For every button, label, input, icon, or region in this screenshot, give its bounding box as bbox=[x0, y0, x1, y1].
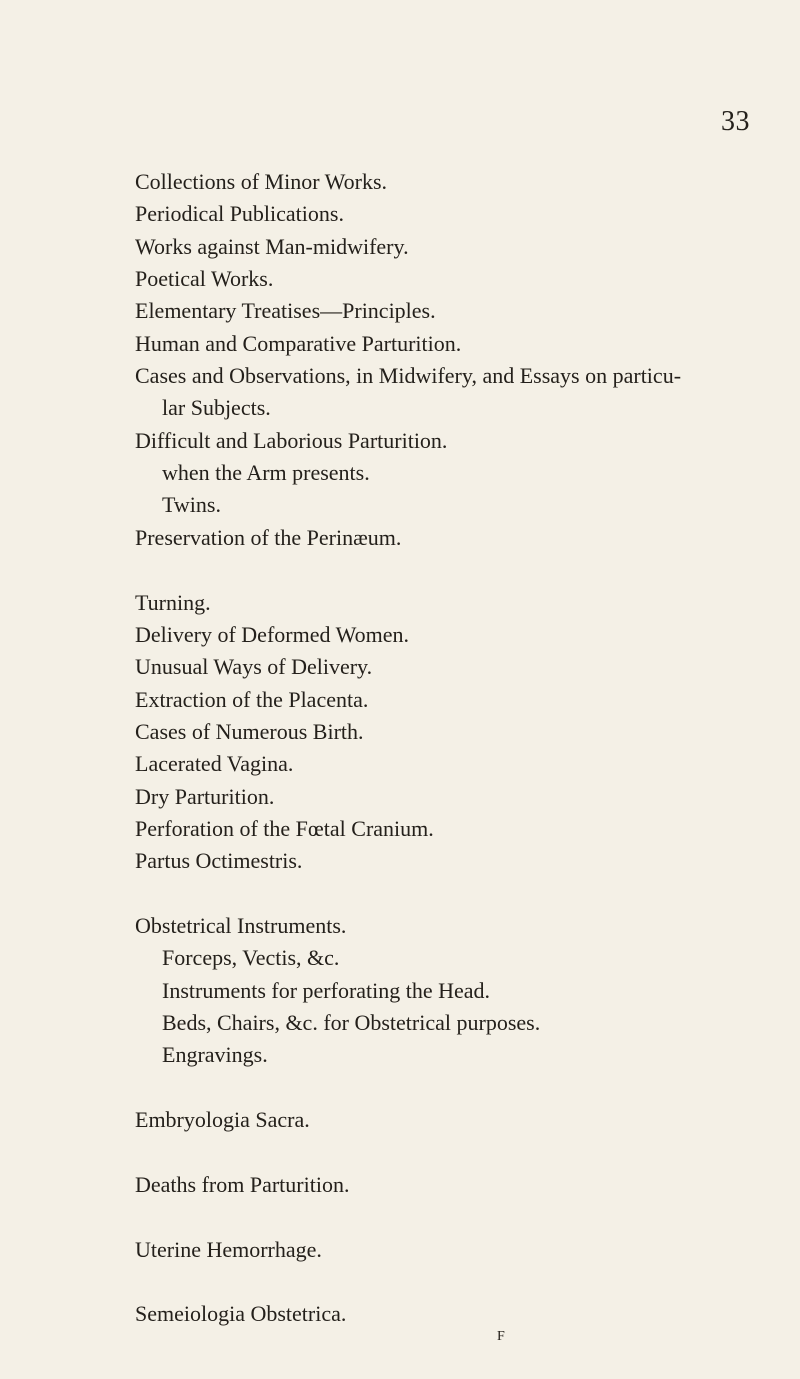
contents-line: Collections of Minor Works. bbox=[135, 169, 388, 194]
contents-line: Extraction of the Placenta. bbox=[135, 687, 369, 712]
contents-line: Deaths from Parturition. bbox=[135, 1172, 350, 1197]
contents-line: Obstetrical Instruments. bbox=[135, 913, 347, 938]
page-number: 33 bbox=[721, 106, 750, 137]
contents-line: Elementary Treatises—Principles. bbox=[135, 298, 436, 323]
contents-line: Cases and Observations, in Midwifery, and Essays on particu- bbox=[135, 363, 682, 388]
contents-line: Preservation of the Perinæum. bbox=[135, 525, 402, 550]
contents-line: Beds, Chairs, &c. for Obstetrical purposes. bbox=[162, 1010, 541, 1035]
contents-line: Lacerated Vagina. bbox=[135, 751, 294, 776]
contents-line: Semeiologia Obstetrica. bbox=[135, 1301, 347, 1326]
contents-line: Difficult and Laborious Parturition. bbox=[135, 428, 448, 453]
contents-line: lar Subjects. bbox=[162, 395, 271, 420]
contents-line: Dry Parturition. bbox=[135, 784, 275, 809]
signature-mark: F bbox=[497, 1329, 505, 1344]
contents-line: Forceps, Vectis, &c. bbox=[162, 945, 340, 970]
contents-line: Poetical Works. bbox=[135, 266, 274, 291]
contents-line: Uterine Hemorrhage. bbox=[135, 1237, 322, 1262]
contents-line: Human and Comparative Parturition. bbox=[135, 331, 462, 356]
contents-line: Delivery of Deformed Women. bbox=[135, 622, 409, 647]
contents-line: Partus Octimestris. bbox=[135, 848, 303, 873]
contents-line: Works against Man-midwifery. bbox=[135, 234, 409, 259]
contents-line: when the Arm presents. bbox=[162, 460, 370, 485]
contents-line: Instruments for perforating the Head. bbox=[162, 978, 491, 1003]
contents-line: Engravings. bbox=[162, 1042, 268, 1067]
contents-line: Periodical Publications. bbox=[135, 201, 344, 226]
contents-line: Twins. bbox=[162, 492, 221, 517]
contents-line: Turning. bbox=[135, 590, 211, 615]
contents-line: Unusual Ways of Delivery. bbox=[135, 654, 373, 679]
contents-line: Embryologia Sacra. bbox=[135, 1107, 310, 1132]
contents-line: Cases of Numerous Birth. bbox=[135, 719, 364, 744]
contents-line: Perforation of the Fœtal Cranium. bbox=[135, 816, 434, 841]
